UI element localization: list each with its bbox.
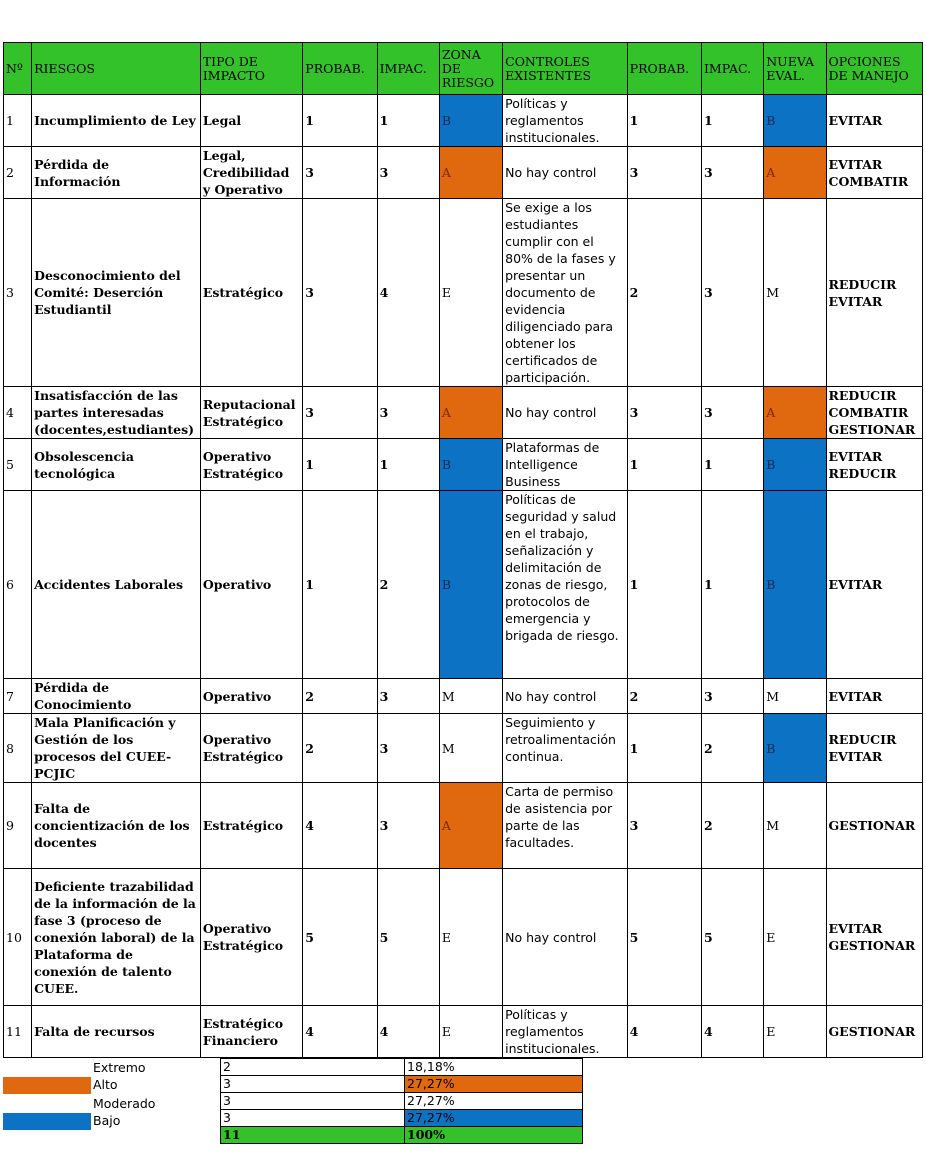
table-row [4, 783, 923, 869]
existing-controls: Plataformas de Intelligence Business [503, 439, 628, 491]
probability: 3 [303, 387, 377, 439]
legend-swatch-moderado [3, 1096, 91, 1113]
impact: 2 [377, 491, 439, 679]
new-evaluation: B [764, 439, 826, 491]
new-probability: 3 [627, 387, 701, 439]
summary-total-count: 11 [221, 1127, 405, 1144]
new-impact: 5 [701, 869, 763, 1006]
table-row [4, 95, 923, 147]
existing-controls: No hay control [503, 679, 628, 714]
table-row [4, 679, 923, 714]
impact-type: Legal [200, 95, 302, 147]
header-opciones: OPCIONES DE MANEJO [826, 43, 923, 95]
summary-count: 3 [221, 1076, 405, 1093]
row-number: 1 [4, 95, 32, 147]
new-impact: 1 [701, 95, 763, 147]
risk-zone: E [439, 1006, 502, 1058]
new-evaluation: B [764, 714, 826, 783]
risk-name: Pérdida de Información [32, 147, 201, 199]
risk-name: Falta de recursos [32, 1006, 201, 1058]
risk-name: Accidentes Laborales [32, 491, 201, 679]
new-probability: 1 [627, 714, 701, 783]
probability: 2 [303, 679, 377, 714]
management-options: EVITAR [826, 95, 923, 147]
legend-label-moderado: Moderado [93, 1096, 156, 1111]
new-evaluation: B [764, 491, 826, 679]
legend-label-bajo: Bajo [93, 1113, 121, 1128]
summary-total-pct: 100% [405, 1127, 583, 1144]
risk-zone: B [439, 491, 502, 679]
management-options: EVITAR [826, 491, 923, 679]
row-number: 3 [4, 199, 32, 387]
new-probability: 3 [627, 147, 701, 199]
table-row [4, 199, 923, 387]
row-number: 9 [4, 783, 32, 869]
impact: 3 [377, 783, 439, 869]
header-controles: CONTROLES EXISTENTES [503, 43, 628, 95]
summary-count: 3 [221, 1110, 405, 1127]
new-probability: 1 [627, 95, 701, 147]
row-number: 4 [4, 387, 32, 439]
risk-name: Deficiente trazabilidad de la información de la fase 3 (proceso de conexión laboral) de la Plataforma de conexión de talento CUEE. [32, 869, 201, 1006]
new-probability: 1 [627, 491, 701, 679]
impact: 1 [377, 95, 439, 147]
risk-name: Mala Planificación y Gestión de los procesos del CUEE-PCJIC [32, 714, 201, 783]
new-probability: 3 [627, 783, 701, 869]
impact: 4 [377, 1006, 439, 1058]
table-row [4, 491, 923, 679]
new-impact: 3 [701, 387, 763, 439]
probability: 1 [303, 95, 377, 147]
impact-type: Operativo Estratégico [200, 439, 302, 491]
summary-count: 3 [221, 1093, 405, 1110]
summary-pct: 27,27% [405, 1110, 583, 1127]
existing-controls: No hay control [503, 869, 628, 1006]
table-row [4, 439, 923, 491]
management-options: GESTIONAR [826, 1006, 923, 1058]
summary-pct: 27,27% [405, 1076, 583, 1093]
header-riesgos: RIESGOS [32, 43, 201, 95]
risk-zone: B [439, 439, 502, 491]
risk-zone: M [439, 679, 502, 714]
impact-type: Operativo [200, 679, 302, 714]
new-probability: 1 [627, 439, 701, 491]
row-number: 6 [4, 491, 32, 679]
new-probability: 4 [627, 1006, 701, 1058]
row-number: 5 [4, 439, 32, 491]
new-impact: 3 [701, 679, 763, 714]
management-options: EVITAR COMBATIR [826, 147, 923, 199]
existing-controls: No hay control [503, 147, 628, 199]
impact: 4 [377, 199, 439, 387]
probability: 3 [303, 147, 377, 199]
impact: 1 [377, 439, 439, 491]
summary-table [220, 1058, 583, 1144]
probability: 1 [303, 439, 377, 491]
existing-controls: Políticas y reglamentos institucionales. [503, 1006, 628, 1058]
table-row [4, 147, 923, 199]
row-number: 7 [4, 679, 32, 714]
risk-name: Pérdida de Conocimiento [32, 679, 201, 714]
risk-zone: A [439, 147, 502, 199]
summary-row-extremo [221, 1059, 583, 1076]
new-impact: 2 [701, 783, 763, 869]
new-evaluation: E [764, 869, 826, 1006]
table-row [4, 1006, 923, 1058]
row-number: 8 [4, 714, 32, 783]
existing-controls: Seguimiento y retroalimentación continua. [503, 714, 628, 783]
row-number: 11 [4, 1006, 32, 1058]
risk-zone: M [439, 714, 502, 783]
risk-matrix-table [3, 42, 923, 1058]
management-options: GESTIONAR [826, 783, 923, 869]
header-impac: IMPAC. [377, 43, 439, 95]
summary-row-moderado [221, 1093, 583, 1110]
legend-swatch-bajo [3, 1113, 91, 1130]
probability: 3 [303, 199, 377, 387]
risk-name: Desconocimiento del Comité: Deserción Estudiantil [32, 199, 201, 387]
legend-swatch-extremo [3, 1060, 91, 1077]
new-evaluation: E [764, 1006, 826, 1058]
table-row [4, 714, 923, 783]
risk-zone: E [439, 199, 502, 387]
new-impact: 1 [701, 491, 763, 679]
impact: 3 [377, 714, 439, 783]
legend-label-alto: Alto [93, 1077, 118, 1092]
summary-row-bajo [221, 1110, 583, 1127]
header-nueva: NUEVA EVAL. [764, 43, 826, 95]
existing-controls: Carta de permiso de asistencia por parte de las facultades. [503, 783, 628, 869]
probability: 2 [303, 714, 377, 783]
new-impact: 2 [701, 714, 763, 783]
new-evaluation: M [764, 679, 826, 714]
new-evaluation: M [764, 783, 826, 869]
risk-zone: A [439, 783, 502, 869]
new-impact: 3 [701, 147, 763, 199]
impact: 5 [377, 869, 439, 1006]
new-evaluation: A [764, 387, 826, 439]
new-impact: 1 [701, 439, 763, 491]
risk-name: Incumplimiento de Ley [32, 95, 201, 147]
impact-type: Estratégico [200, 199, 302, 387]
impact-type: Operativo [200, 491, 302, 679]
existing-controls: Políticas de seguridad y salud en el trabajo, señalización y delimitación de zonas de riesgo, protocolos de emergencia y brigada de riesgo. [503, 491, 628, 679]
row-number: 2 [4, 147, 32, 199]
existing-controls: No hay control [503, 387, 628, 439]
header-prob: PROBAB. [303, 43, 377, 95]
impact-type: Reputacional Estratégico [200, 387, 302, 439]
new-probability: 2 [627, 679, 701, 714]
risk-zone: B [439, 95, 502, 147]
new-evaluation: B [764, 95, 826, 147]
existing-controls: Políticas y reglamentos institucionales. [503, 95, 628, 147]
risk-name: Insatisfacción de las partes interesadas (docentes,estudiantes) [32, 387, 201, 439]
legend-swatch-alto [3, 1077, 91, 1094]
header-impac2: IMPAC. [701, 43, 763, 95]
management-options: EVITAR REDUCIR [826, 439, 923, 491]
impact-type: Operativo Estratégico [200, 869, 302, 1006]
new-impact: 3 [701, 199, 763, 387]
impact: 3 [377, 387, 439, 439]
header-row [4, 43, 923, 95]
probability: 5 [303, 869, 377, 1006]
management-options: REDUCIR EVITAR [826, 199, 923, 387]
summary-total-row [221, 1127, 583, 1144]
probability: 1 [303, 491, 377, 679]
row-number: 10 [4, 869, 32, 1006]
management-options: EVITAR [826, 679, 923, 714]
new-probability: 5 [627, 869, 701, 1006]
new-probability: 2 [627, 199, 701, 387]
summary-pct: 27,27% [405, 1093, 583, 1110]
probability: 4 [303, 1006, 377, 1058]
risk-name: Falta de concientización de los docentes [32, 783, 201, 869]
table-row [4, 387, 923, 439]
existing-controls: Se exige a los estudiantes cumplir con el 80% de la fases y presentar un documento de evidencia diligenciado para obtener los certificados de participación. [503, 199, 628, 387]
management-options: EVITAR GESTIONAR [826, 869, 923, 1006]
impact: 3 [377, 147, 439, 199]
impact-type: Legal, Credibilidad y Operativo [200, 147, 302, 199]
summary-row-alto [221, 1076, 583, 1093]
impact-type: Estratégico [200, 783, 302, 869]
summary-count: 2 [221, 1059, 405, 1076]
header-zona: ZONA DE RIESGO [439, 43, 502, 95]
risk-table-body [4, 95, 923, 1058]
new-evaluation: M [764, 199, 826, 387]
legend-label-extremo: Extremo [93, 1060, 146, 1075]
management-options: REDUCIR COMBATIR GESTIONAR [826, 387, 923, 439]
header-tipo: TIPO DE IMPACTO [200, 43, 302, 95]
new-evaluation: A [764, 147, 826, 199]
summary-pct: 18,18% [405, 1059, 583, 1076]
impact-type: Operativo Estratégico [200, 714, 302, 783]
impact: 3 [377, 679, 439, 714]
risk-zone: E [439, 869, 502, 1006]
header-n: Nº [4, 43, 32, 95]
management-options: REDUCIR EVITAR [826, 714, 923, 783]
new-impact: 4 [701, 1006, 763, 1058]
risk-zone: A [439, 387, 502, 439]
impact-type: Estratégico Financiero [200, 1006, 302, 1058]
probability: 4 [303, 783, 377, 869]
risk-name: Obsolescencia tecnológica [32, 439, 201, 491]
header-prob2: PROBAB. [627, 43, 701, 95]
table-row [4, 869, 923, 1006]
